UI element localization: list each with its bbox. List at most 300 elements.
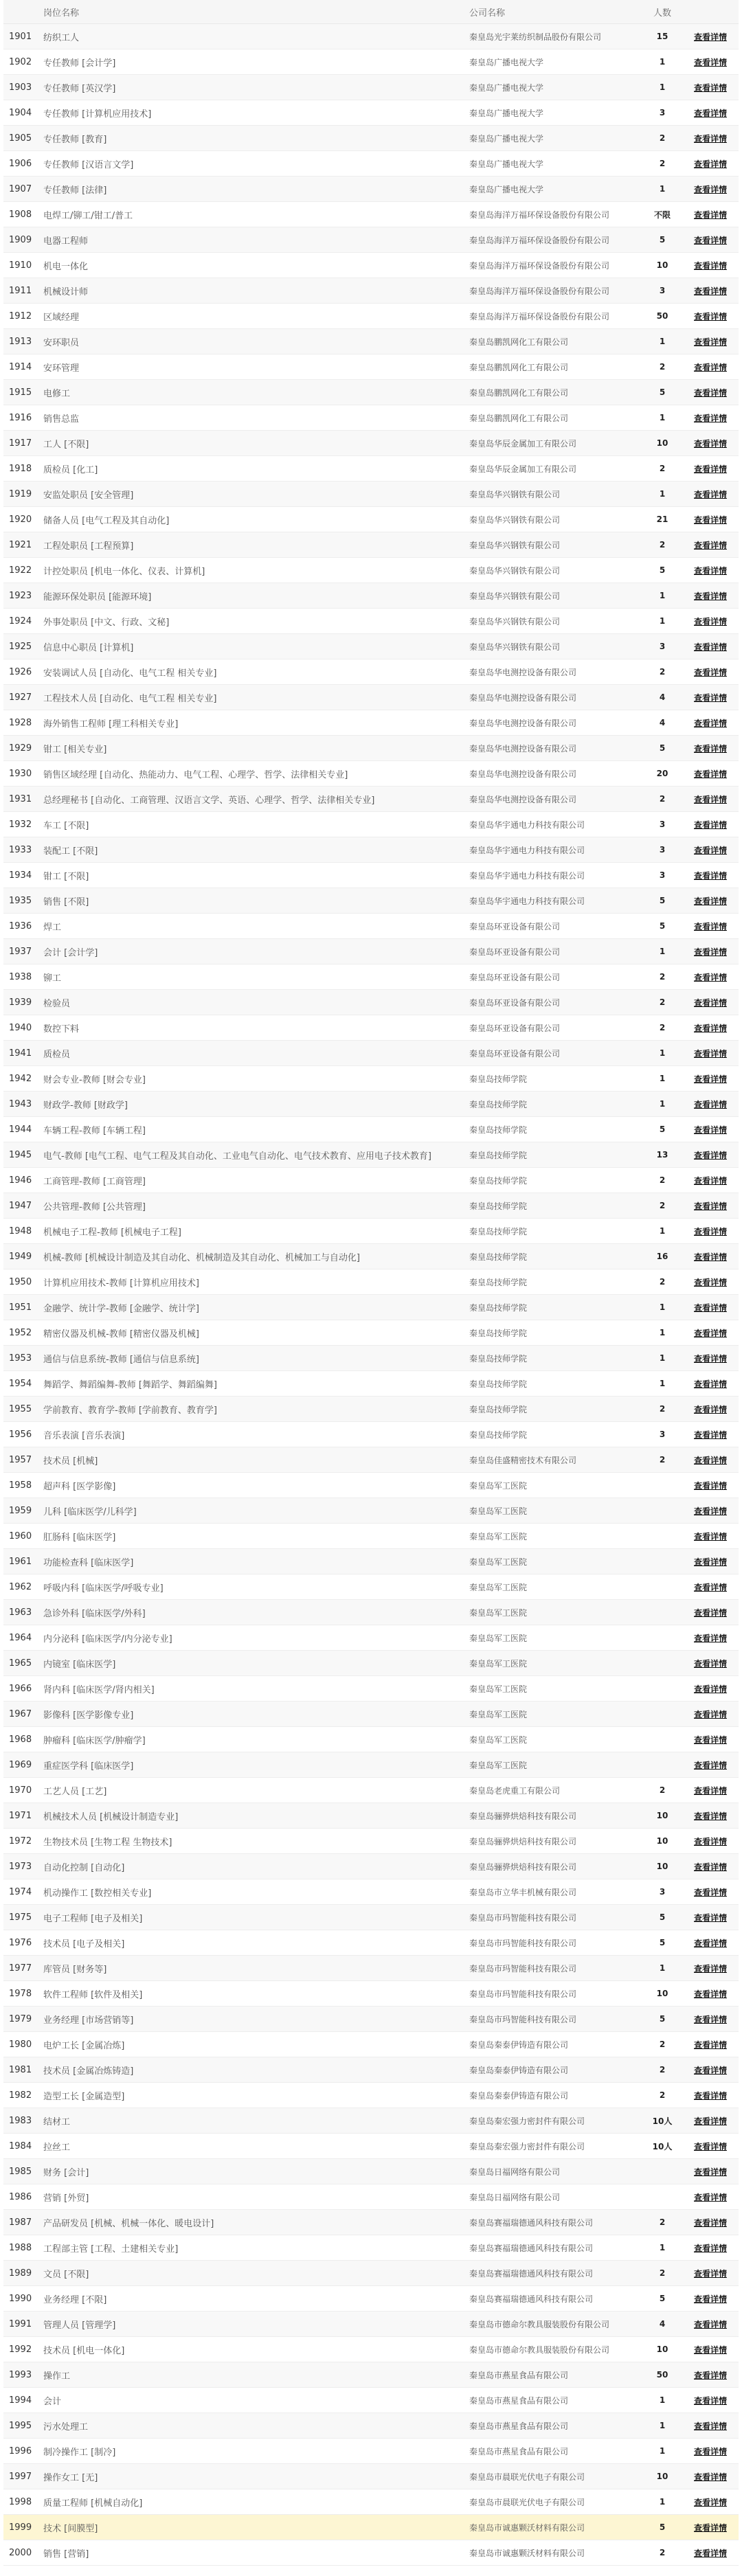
table-row (3, 1219, 739, 1244)
headcount (642, 1574, 682, 1600)
view-details-link[interactable]: 查看详情 (693, 1328, 727, 1338)
view-details-link[interactable]: 查看详情 (693, 1201, 727, 1211)
view-details-link[interactable]: 查看详情 (693, 1125, 727, 1135)
view-details-link[interactable]: 查看详情 (693, 159, 727, 169)
table-row (3, 1193, 739, 1219)
company-name: 秦皇岛广播电视大学 (464, 126, 642, 151)
view-details-link[interactable]: 查看详情 (693, 1811, 727, 1821)
headcount: 10 (642, 431, 682, 456)
headcount: 1 (642, 1956, 682, 1981)
headcount: 5 (642, 914, 682, 939)
view-details-link[interactable]: 查看详情 (693, 337, 727, 347)
action-cell (682, 456, 739, 482)
headcount: 2 (642, 2540, 682, 2566)
company-name: 秦皇岛华电测控设备有限公司 (464, 685, 642, 710)
table-row (3, 75, 739, 100)
row-id: 1922 (3, 558, 38, 583)
headcount: 1 (642, 177, 682, 202)
action-cell (682, 1956, 739, 1981)
row-id: 1915 (3, 380, 38, 405)
view-details-link[interactable]: 查看详情 (693, 1963, 727, 1974)
row-id: 1974 (3, 1879, 38, 1905)
table-row (3, 787, 739, 812)
table-row (3, 202, 739, 227)
job-title: 造型工长 [金属造型] (38, 2083, 464, 2108)
company-name: 秦皇岛市玛智能科技有限公司 (464, 1905, 642, 1930)
company-name: 秦皇岛技师学院 (464, 1422, 642, 1447)
view-details-link[interactable]: 查看详情 (693, 362, 727, 372)
view-details-link[interactable]: 查看详情 (693, 2421, 727, 2431)
action-cell (682, 24, 739, 49)
view-details-link[interactable]: 查看详情 (693, 565, 727, 576)
headcount: 10 (642, 1803, 682, 1829)
job-title: 金融学、统计学-教师 [金融学、统计学] (38, 1295, 464, 1320)
view-details-link[interactable]: 查看详情 (693, 387, 727, 398)
company-name: 秦皇岛技师学院 (464, 1142, 642, 1168)
view-details-link[interactable]: 查看详情 (693, 184, 727, 194)
view-details-link[interactable]: 查看详情 (693, 769, 727, 779)
row-id: 1975 (3, 1905, 38, 1930)
row-id: 1904 (3, 100, 38, 126)
view-details-link[interactable]: 查看详情 (693, 2217, 727, 2228)
view-details-link[interactable]: 查看详情 (693, 616, 727, 626)
job-table (3, 0, 739, 2566)
table-row (3, 1752, 739, 1778)
headcount: 2 (642, 151, 682, 177)
view-details-link[interactable]: 查看详情 (693, 1379, 727, 1389)
action-cell (682, 1015, 739, 1041)
headcount: 4 (642, 2312, 682, 2337)
table-row (3, 151, 739, 177)
headcount: 3 (642, 1879, 682, 1905)
job-title: 销售总监 (38, 405, 464, 431)
view-details-link[interactable]: 查看详情 (693, 1455, 727, 1465)
header-row (3, 0, 739, 24)
view-details-link[interactable]: 查看详情 (693, 57, 727, 67)
row-id: 1940 (3, 1015, 38, 1041)
row-id: 1967 (3, 1702, 38, 1727)
view-details-link[interactable]: 查看详情 (693, 1887, 727, 1897)
company-name: 秦皇岛技师学院 (464, 1295, 642, 1320)
headcount: 10 (642, 253, 682, 278)
view-details-link[interactable]: 查看详情 (693, 1175, 727, 1186)
action-cell (682, 1219, 739, 1244)
headcount: 1 (642, 2388, 682, 2413)
view-details-link[interactable]: 查看详情 (693, 947, 727, 957)
company-name: 秦皇岛广播电视大学 (464, 49, 642, 75)
job-title: 精密仪器及机械-教师 [精密仪器及机械] (38, 1320, 464, 1346)
company-name: 秦皇岛市晨联光伏电子有限公司 (464, 2489, 642, 2515)
view-details-link[interactable]: 查看详情 (693, 2548, 727, 2558)
view-details-link[interactable]: 查看详情 (693, 591, 727, 601)
company-name: 秦皇岛鹏凯网化工有限公司 (464, 354, 642, 380)
view-details-link[interactable]: 查看详情 (693, 1938, 727, 1948)
view-details-link[interactable]: 查看详情 (693, 896, 727, 906)
view-details-link[interactable]: 查看详情 (693, 1709, 727, 1719)
view-details-link[interactable]: 查看详情 (693, 1023, 727, 1033)
view-details-link[interactable]: 查看详情 (693, 692, 727, 703)
company-name: 秦皇岛华宇通电力科技有限公司 (464, 837, 642, 863)
action-cell (682, 507, 739, 532)
view-details-link[interactable]: 查看详情 (693, 1150, 727, 1160)
view-details-link[interactable]: 查看详情 (693, 82, 727, 93)
view-details-link[interactable]: 查看详情 (693, 870, 727, 881)
view-details-link[interactable]: 查看详情 (693, 794, 727, 804)
job-title: 工商管理-教师 [工商管理] (38, 1168, 464, 1193)
action-cell (682, 736, 739, 761)
view-details-link[interactable]: 查看详情 (693, 743, 727, 754)
headcount: 1 (642, 2413, 682, 2439)
row-id: 1990 (3, 2286, 38, 2312)
view-details-link[interactable]: 查看详情 (693, 235, 727, 245)
view-details-link[interactable]: 查看详情 (693, 1658, 727, 1669)
view-details-link[interactable]: 查看详情 (693, 1633, 727, 1643)
view-details-link[interactable]: 查看详情 (693, 1760, 727, 1770)
view-details-link[interactable]: 查看详情 (693, 1785, 727, 1796)
view-details-link[interactable]: 查看详情 (693, 540, 727, 550)
company-name: 秦皇岛技师学院 (464, 1371, 642, 1397)
table-row (3, 2312, 739, 2337)
company-name: 秦皇岛技师学院 (464, 1193, 642, 1219)
company-name: 秦皇岛军工医院 (464, 1625, 642, 1651)
row-id: 1920 (3, 507, 38, 532)
table-row (3, 1879, 739, 1905)
view-details-link[interactable]: 查看详情 (693, 845, 727, 855)
company-name: 秦皇岛军工医院 (464, 1651, 642, 1676)
view-details-link[interactable]: 查看详情 (693, 2268, 727, 2279)
view-details-link[interactable]: 查看详情 (693, 667, 727, 677)
view-details-link[interactable]: 查看详情 (693, 1557, 727, 1567)
table-row (3, 939, 739, 964)
view-details-link[interactable]: 查看详情 (693, 260, 727, 271)
view-details-link[interactable]: 查看详情 (693, 2319, 727, 2329)
view-details-link[interactable]: 查看详情 (693, 210, 727, 220)
row-id: 1988 (3, 2235, 38, 2261)
view-details-link[interactable]: 查看详情 (693, 2345, 727, 2355)
view-details-link[interactable]: 查看详情 (693, 2065, 727, 2075)
view-details-link[interactable]: 查看详情 (693, 2040, 727, 2050)
view-details-link[interactable]: 查看详情 (693, 1048, 727, 1059)
job-title: 软件工程师 [软件及相关] (38, 1981, 464, 2007)
action-cell (682, 2108, 739, 2134)
row-id: 1935 (3, 888, 38, 914)
row-id: 1951 (3, 1295, 38, 1320)
view-details-link[interactable]: 查看详情 (693, 642, 727, 652)
view-details-link[interactable]: 查看详情 (693, 133, 727, 144)
view-details-link[interactable]: 查看详情 (693, 464, 727, 474)
action-cell (682, 380, 739, 405)
headcount: 5 (642, 2515, 682, 2540)
table-row (3, 710, 739, 736)
company-name: 秦皇岛环亚设备有限公司 (464, 914, 642, 939)
job-title: 计控处职员 [机电一体化、仪表、计算机] (38, 558, 464, 583)
view-details-link[interactable]: 查看详情 (693, 2141, 727, 2151)
company-name: 秦皇岛环亚设备有限公司 (464, 990, 642, 1015)
job-title: 自动化控制 [自动化] (38, 1854, 464, 1879)
company-name: 秦皇岛海洋万福环保设备股份有限公司 (464, 253, 642, 278)
job-title: 影像科 [医学影像专业] (38, 1702, 464, 1727)
action-cell (682, 1397, 739, 1422)
view-details-link[interactable]: 查看详情 (693, 1582, 727, 1592)
action-cell (682, 2032, 739, 2057)
action-cell (682, 2439, 739, 2464)
company-name: 秦皇岛赛福瑞德通风科技有限公司 (464, 2235, 642, 2261)
view-details-link[interactable]: 查看详情 (693, 2522, 727, 2533)
row-id: 1948 (3, 1219, 38, 1244)
row-id: 1938 (3, 964, 38, 990)
action-cell (682, 1117, 739, 1142)
headcount: 3 (642, 100, 682, 126)
company-name: 秦皇岛技师学院 (464, 1092, 642, 1117)
view-details-link[interactable]: 查看详情 (693, 32, 727, 42)
row-id: 1952 (3, 1320, 38, 1346)
table-row (3, 2337, 739, 2362)
headcount: 2 (642, 456, 682, 482)
row-id: 1969 (3, 1752, 38, 1778)
headcount: 10人 (642, 2134, 682, 2159)
action-cell (682, 2083, 739, 2108)
view-details-link[interactable]: 查看详情 (693, 413, 727, 423)
view-details-link[interactable]: 查看详情 (693, 1226, 727, 1236)
headcount: 20 (642, 761, 682, 787)
headcount (642, 1625, 682, 1651)
row-id: 1905 (3, 126, 38, 151)
table-row (3, 1702, 739, 1727)
action-cell (682, 939, 739, 964)
headcount: 1 (642, 1346, 682, 1371)
view-details-link[interactable]: 查看详情 (693, 2497, 727, 2507)
row-id: 1972 (3, 1829, 38, 1854)
action-cell (682, 1295, 739, 1320)
header-id (3, 0, 38, 24)
row-id: 1921 (3, 532, 38, 558)
view-details-link[interactable]: 查看详情 (693, 1430, 727, 1440)
row-id: 1928 (3, 710, 38, 736)
action-cell (682, 1600, 739, 1625)
table-row (3, 1803, 739, 1829)
table-row (3, 2413, 739, 2439)
job-title: 钳工 [相关专业] (38, 736, 464, 761)
company-name: 秦皇岛秦宏强力密封件有限公司 (464, 2108, 642, 2134)
table-row (3, 2184, 739, 2210)
job-title: 功能检查科 [临床医学] (38, 1549, 464, 1574)
table-row (3, 482, 739, 507)
view-details-link[interactable]: 查看详情 (693, 2472, 727, 2482)
headcount (642, 1676, 682, 1702)
company-name: 秦皇岛广播电视大学 (464, 75, 642, 100)
headcount: 不限 (642, 202, 682, 227)
company-name: 秦皇岛市诚惠颗沃材料有限公司 (464, 2540, 642, 2566)
action-cell (682, 304, 739, 329)
view-details-link[interactable]: 查看详情 (693, 1353, 727, 1364)
action-cell (682, 1168, 739, 1193)
view-details-link[interactable]: 查看详情 (693, 1862, 727, 1872)
view-details-link[interactable]: 查看详情 (693, 1404, 727, 1414)
job-title: 会计 (38, 2388, 464, 2413)
headcount: 10人 (642, 2108, 682, 2134)
row-id: 1973 (3, 1854, 38, 1879)
job-title: 外事处职员 [中文、行政、文秘] (38, 609, 464, 634)
action-cell (682, 964, 739, 990)
action-cell (682, 2261, 739, 2286)
job-title: 财政学-教师 [财政学] (38, 1092, 464, 1117)
headcount: 13 (642, 1142, 682, 1168)
job-title: 会计 [会计学] (38, 939, 464, 964)
row-id: 1958 (3, 1473, 38, 1498)
view-details-link[interactable]: 查看详情 (693, 438, 727, 449)
job-title: 铆工 (38, 964, 464, 990)
table-row (3, 1625, 739, 1651)
job-title: 肾内科 [临床医学/肾内相关] (38, 1676, 464, 1702)
headcount (642, 1600, 682, 1625)
table-row (3, 583, 739, 609)
view-details-link[interactable]: 查看详情 (693, 1684, 727, 1694)
table-row (3, 2210, 739, 2235)
action-cell (682, 49, 739, 75)
view-details-link[interactable]: 查看详情 (693, 1302, 727, 1313)
action-cell (682, 2210, 739, 2235)
headcount (642, 1651, 682, 1676)
row-id: 1979 (3, 2007, 38, 2032)
action-cell (682, 837, 739, 863)
company-name: 秦皇岛军工医院 (464, 1676, 642, 1702)
job-title: 销售 [不限] (38, 888, 464, 914)
row-id: 1977 (3, 1956, 38, 1981)
company-name: 秦皇岛老虎重工有限公司 (464, 1778, 642, 1803)
headcount: 5 (642, 888, 682, 914)
view-details-link[interactable]: 查看详情 (693, 311, 727, 321)
action-cell (682, 888, 739, 914)
view-details-link[interactable]: 查看详情 (693, 1252, 727, 1262)
table-row (3, 1600, 739, 1625)
view-details-link[interactable]: 查看详情 (693, 2192, 727, 2202)
table-row (3, 1447, 739, 1473)
view-details-link[interactable]: 查看详情 (693, 1912, 727, 1923)
view-details-link[interactable]: 查看详情 (693, 1989, 727, 1999)
action-cell (682, 1625, 739, 1651)
row-id: 1999 (3, 2515, 38, 2540)
headcount: 10 (642, 1829, 682, 1854)
table-row (3, 2439, 739, 2464)
headcount: 10 (642, 1981, 682, 2007)
row-id: 1991 (3, 2312, 38, 2337)
view-details-link[interactable]: 查看详情 (693, 515, 727, 525)
action-cell (682, 1269, 739, 1295)
action-cell (682, 685, 739, 710)
view-details-link[interactable]: 查看详情 (693, 2090, 727, 2101)
header-action (682, 0, 739, 24)
company-name: 秦皇岛华辰金属加工有限公司 (464, 431, 642, 456)
action-cell (682, 2286, 739, 2312)
table-row (3, 2057, 739, 2083)
action-cell (682, 1346, 739, 1371)
company-name: 秦皇岛广播电视大学 (464, 100, 642, 126)
headcount: 2 (642, 1778, 682, 1803)
view-details-link[interactable]: 查看详情 (693, 2294, 727, 2304)
table-row (3, 278, 739, 304)
view-details-link[interactable]: 查看详情 (693, 489, 727, 499)
table-row (3, 1117, 739, 1142)
action-cell (682, 2464, 739, 2489)
row-id: 1982 (3, 2083, 38, 2108)
company-name: 秦皇岛鹏凯网化工有限公司 (464, 329, 642, 354)
row-id: 1997 (3, 2464, 38, 2489)
view-details-link[interactable]: 查看详情 (693, 2116, 727, 2126)
table-row (3, 2007, 739, 2032)
headcount: 5 (642, 1117, 682, 1142)
headcount: 1 (642, 1041, 682, 1066)
view-details-link[interactable]: 查看详情 (693, 286, 727, 296)
company-name: 秦皇岛华宇通电力科技有限公司 (464, 863, 642, 888)
view-details-link[interactable]: 查看详情 (693, 2395, 727, 2406)
view-details-link[interactable]: 查看详情 (693, 1099, 727, 1109)
job-title: 装配工 [不限] (38, 837, 464, 863)
view-details-link[interactable]: 查看详情 (693, 972, 727, 982)
view-details-link[interactable]: 查看详情 (693, 1506, 727, 1516)
table-row (3, 1371, 739, 1397)
view-details-link[interactable]: 查看详情 (693, 1277, 727, 1287)
job-title: 技术员 [机电一体化] (38, 2337, 464, 2362)
view-details-link[interactable]: 查看详情 (693, 820, 727, 830)
table-row (3, 1244, 739, 1269)
view-details-link[interactable]: 查看详情 (693, 108, 727, 118)
company-name: 秦皇岛广播电视大学 (464, 151, 642, 177)
table-row (3, 329, 739, 354)
view-details-link[interactable]: 查看详情 (693, 1074, 727, 1084)
company-name: 秦皇岛广播电视大学 (464, 177, 642, 202)
action-cell (682, 2337, 739, 2362)
view-details-link[interactable]: 查看详情 (693, 2243, 727, 2253)
table-row (3, 558, 739, 583)
job-title: 舞蹈学、舞蹈编舞-教师 [舞蹈学、舞蹈编舞] (38, 1371, 464, 1397)
row-id: 1981 (3, 2057, 38, 2083)
view-details-link[interactable]: 查看详情 (693, 997, 727, 1008)
action-cell (682, 1549, 739, 1574)
company-name: 秦皇岛骊骅烘焙科技有限公司 (464, 1803, 642, 1829)
job-title: 检验员 (38, 990, 464, 1015)
view-details-link[interactable]: 查看详情 (693, 1735, 727, 1745)
action-cell (682, 863, 739, 888)
row-id: 1930 (3, 761, 38, 787)
action-cell (682, 1041, 739, 1066)
row-id: 1959 (3, 1498, 38, 1524)
action-cell (682, 1930, 739, 1956)
view-details-link[interactable]: 查看详情 (693, 921, 727, 931)
view-details-link[interactable]: 查看详情 (693, 1836, 727, 1846)
view-details-link[interactable]: 查看详情 (693, 718, 727, 728)
table-row (3, 507, 739, 532)
action-cell (682, 2134, 739, 2159)
action-cell (682, 1752, 739, 1778)
job-title: 学前教育、教育学-教师 [学前教育、教育学] (38, 1397, 464, 1422)
headcount: 3 (642, 634, 682, 659)
table-row (3, 1727, 739, 1752)
view-details-link[interactable]: 查看详情 (693, 2446, 727, 2456)
view-details-link[interactable]: 查看详情 (693, 1480, 727, 1491)
action-cell (682, 2312, 739, 2337)
view-details-link[interactable]: 查看详情 (693, 2370, 727, 2380)
company-name: 秦皇岛军工医院 (464, 1600, 642, 1625)
action-cell (682, 990, 739, 1015)
view-details-link[interactable]: 查看详情 (693, 1607, 727, 1618)
job-title: 公共管理-教师 [公共管理] (38, 1193, 464, 1219)
row-id: 1984 (3, 2134, 38, 2159)
view-details-link[interactable]: 查看详情 (693, 2014, 727, 2024)
view-details-link[interactable]: 查看详情 (693, 1531, 727, 1541)
job-title: 管理人员 [管理学] (38, 2312, 464, 2337)
view-details-link[interactable]: 查看详情 (693, 2167, 727, 2177)
row-id: 1950 (3, 1269, 38, 1295)
